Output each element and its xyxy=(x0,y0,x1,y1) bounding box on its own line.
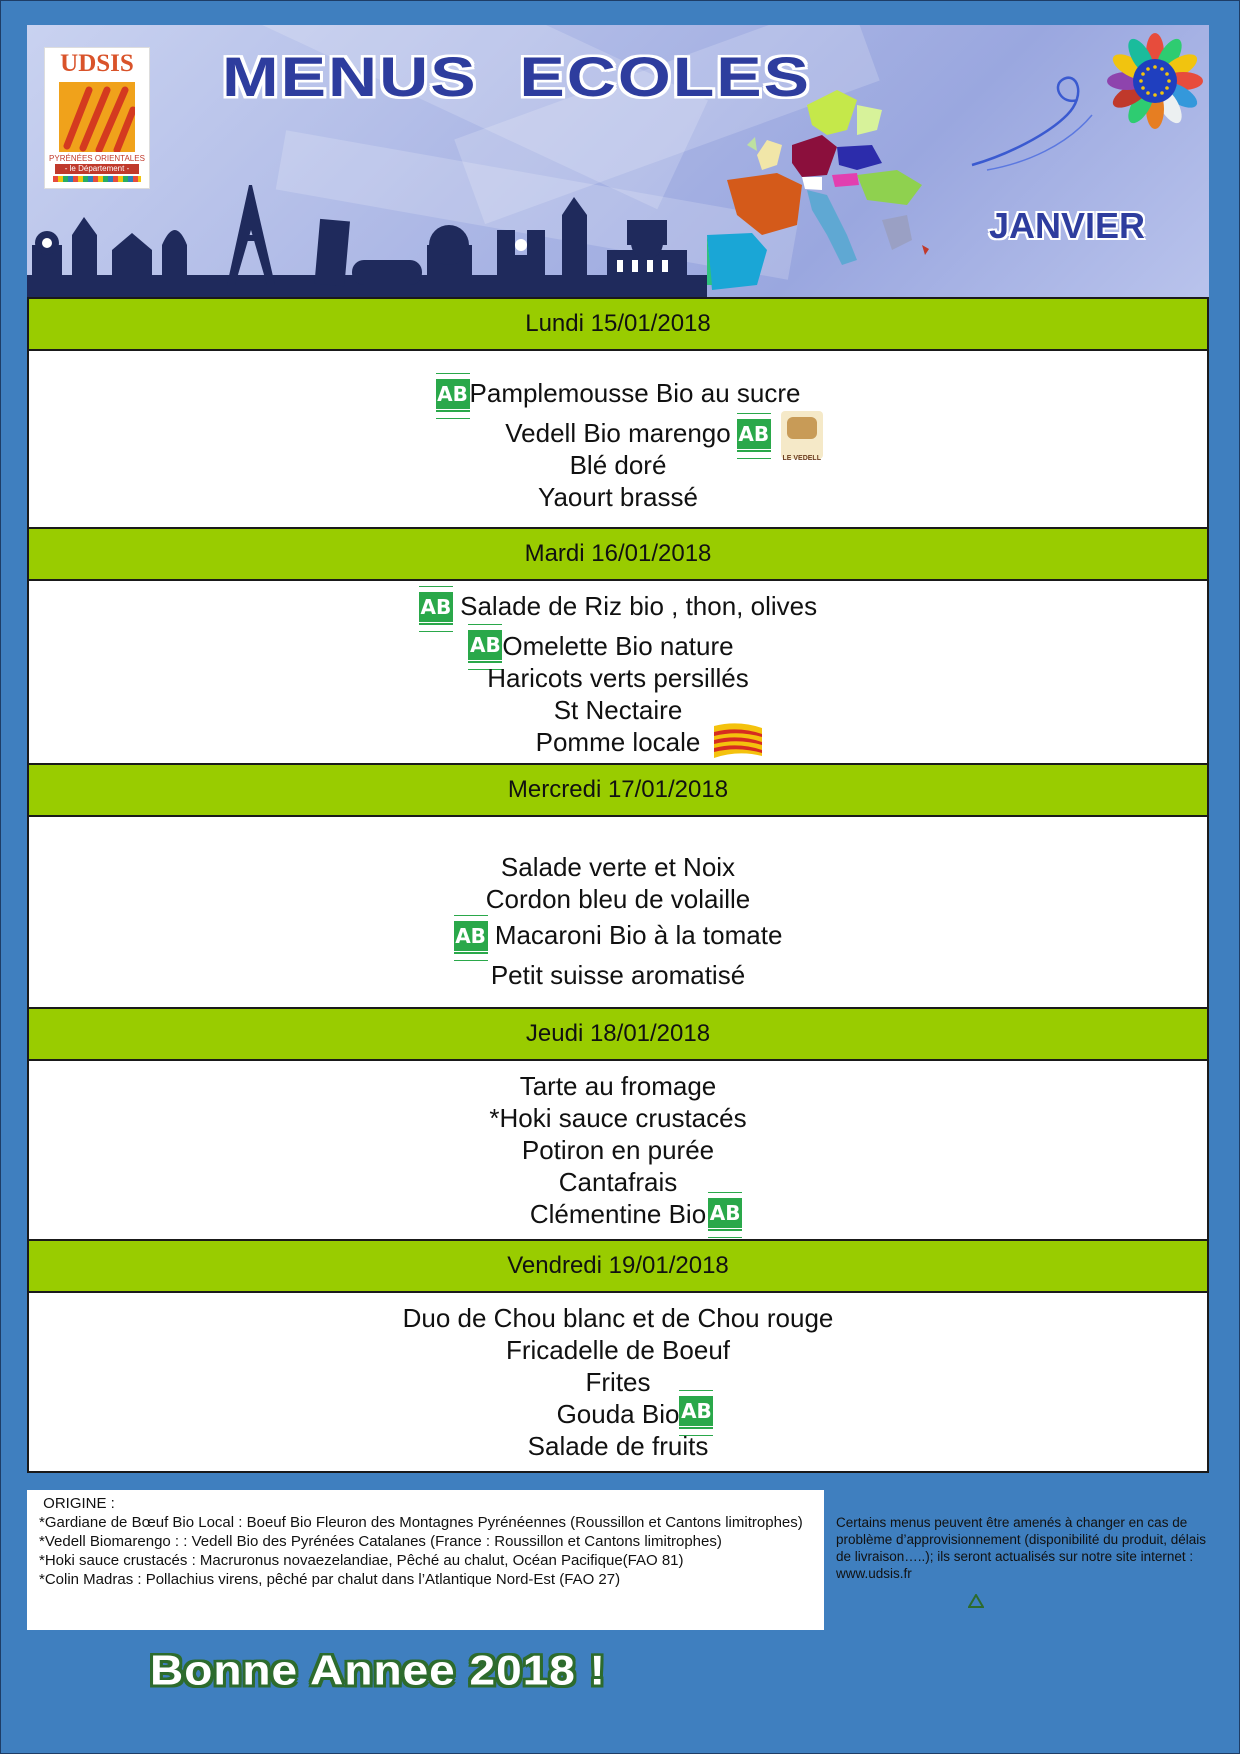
dish: Frites xyxy=(585,1367,651,1397)
dish xyxy=(556,1398,712,1430)
origin-line: *Vedell Biomarengo : : Vedell Bio des Pyrénées Catalanes (France : Roussillon et Cantons limitrophes) xyxy=(39,1533,722,1550)
dish: St Nectaire xyxy=(553,695,683,725)
day-menu-mardi xyxy=(29,581,1207,763)
day-header-jeudi: Jeudi 18/01/2018 xyxy=(29,1007,1207,1061)
organic-ab-icon: AB xyxy=(708,1192,742,1236)
organic-ab-icon: AB xyxy=(419,586,453,630)
dish-badges xyxy=(737,411,823,462)
logo-subtitle xyxy=(45,154,149,174)
dish xyxy=(505,417,821,462)
dish: Haricots verts persillés xyxy=(487,663,749,693)
logo-title: UDSIS xyxy=(60,50,134,77)
dish-label: Vedell Bio marengo xyxy=(505,418,731,448)
dish: Tarte au fromage xyxy=(519,1071,717,1101)
city-skyline-icon xyxy=(27,175,707,297)
day-header-lundi: Lundi 15/01/2018 xyxy=(29,299,1207,351)
logo-subtitle-line2: - le Département - xyxy=(55,164,139,174)
day-menu-vendredi xyxy=(29,1293,1207,1471)
le-vedell-logo-icon: LE VEDELL xyxy=(781,411,823,459)
logo-subtitle-line1: PYRÉNÉES ORIENTALES xyxy=(49,154,145,163)
organic-ab-icon: AB xyxy=(454,915,488,959)
dish-label: Salade de Riz bio , thon, olives xyxy=(460,590,818,621)
dish: Salade verte et Noix xyxy=(500,852,736,882)
month-label: JANVIER xyxy=(989,205,1146,246)
dish: Duo de Chou blanc et de Chou rouge xyxy=(402,1303,834,1333)
day-header-mercredi: Mercredi 17/01/2018 xyxy=(29,763,1207,817)
origin-line: *Hoki sauce crustacés : Macruronus novaezelandiae, Pêché au chalut, Océan Pacifique(FAO 81) xyxy=(39,1552,684,1569)
dish-label: Pomme locale xyxy=(535,727,701,757)
organic-ab-icon: AB xyxy=(679,1390,713,1434)
dish xyxy=(470,630,734,662)
dish-label: Pamplemousse Bio au sucre xyxy=(469,377,801,408)
europe-map-icon xyxy=(707,85,1007,295)
dish xyxy=(454,915,783,959)
dish: Petit suisse aromatisé xyxy=(490,960,746,990)
organic-ab-icon: AB xyxy=(436,373,470,417)
origin-line: *Colin Madras : Pollachius virens, pêché par chalut dans l’Atlantique Nord-Est (FAO 27) xyxy=(39,1571,621,1588)
header-banner xyxy=(27,25,1209,297)
dish: Cordon bleu de volaille xyxy=(485,884,751,914)
dish-label: Clémentine Bio xyxy=(529,1199,707,1229)
dish: Potiron en purée xyxy=(521,1135,715,1165)
eu-flags-flower-icon xyxy=(1107,33,1203,129)
dish: *Hoki sauce crustacés xyxy=(489,1103,747,1133)
dish xyxy=(529,1198,741,1230)
day-menu-mercredi xyxy=(29,817,1207,1007)
organic-ab-icon: AB xyxy=(737,413,771,457)
origin-heading: ORIGINE : xyxy=(39,1495,115,1512)
origin-line: *Gardiane de Bœuf Bio Local : Boeuf Bio Fleuron des Montagnes Pyrénéennes (Roussillon et Cantons limitrophes) xyxy=(39,1514,803,1531)
dish: Cantafrais xyxy=(558,1167,678,1197)
day-header-mardi: Mardi 16/01/2018 xyxy=(29,527,1207,581)
origin-notes xyxy=(27,1490,824,1630)
dish: Salade de fruits xyxy=(527,1431,709,1461)
day-menu-jeudi xyxy=(29,1061,1207,1239)
catalan-flag-icon xyxy=(710,722,766,762)
new-year-greeting: Bonne Annee 2018 ! xyxy=(150,1646,606,1694)
organic-ab-icon: AB xyxy=(468,624,502,668)
dish xyxy=(536,726,701,758)
dish: Blé doré xyxy=(569,450,667,480)
day-header-vendredi: Vendredi 19/01/2018 xyxy=(29,1239,1207,1293)
dish-label: Macaroni Bio à la tomate xyxy=(494,919,783,950)
dish: Fricadelle de Boeuf xyxy=(505,1335,731,1365)
triangle-icon xyxy=(968,1594,984,1608)
dish: Yaourt brassé xyxy=(538,482,698,512)
udsis-logo[interactable] xyxy=(44,47,150,189)
weekly-menu xyxy=(27,297,1209,1473)
dish-label: Gouda Bio xyxy=(556,1399,680,1429)
page-title: MENUS ECOLES xyxy=(222,45,811,109)
catalan-stripes-icon xyxy=(59,82,135,152)
day-menu-lundi xyxy=(29,351,1207,527)
dish-label: Omelette Bio nature xyxy=(502,631,734,661)
menu-change-note: Certains menus peuvent être amenés à changer en cas de problème d’approvisionnement (disponibilité du produit, délais de livraison…..); ils seront actualisés sur notre site internet : www.udsis.fr xyxy=(836,1515,1206,1581)
